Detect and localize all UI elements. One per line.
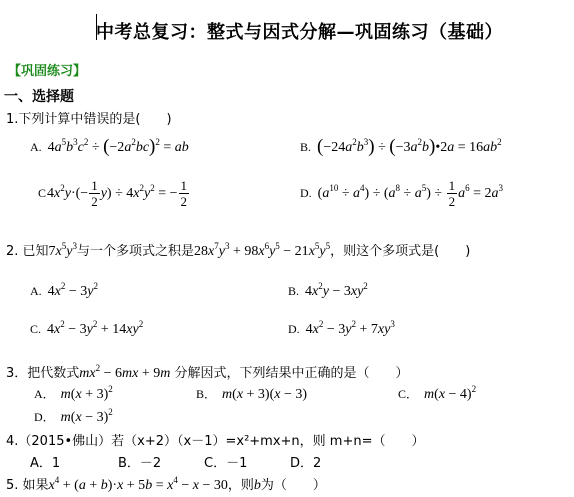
question-3-option-a [34, 385, 113, 403]
math-expression: $x^4 + (a + b)\cdot x + 5b = x^4 - x - 30$ [48, 475, 228, 493]
question-1-option-c [38, 178, 190, 209]
question-5-stem [6, 474, 326, 494]
math-expression: $7x^5y^3$ [48, 241, 77, 259]
question-2-stem [6, 240, 470, 260]
math-expression: $(a^{10} \div a^4) \div (a^8 \div a^5)$ ÷ $\frac{1}{2}$ $a^6 = 2a^3$ [317, 178, 503, 209]
page-title: 中考总复习：整式与因式分解—巩固练习（基础） [96, 22, 503, 43]
math-variable: b [253, 478, 261, 493]
stem-text: 5. 如果 [6, 478, 49, 493]
question-3-option-c [398, 385, 476, 403]
stem-text: 2. 已知 [6, 244, 49, 259]
question-4-stem: 4.（2015•佛山）若（x+2）（x－1）=x²+mx+n，则 m+n=（ ） [6, 434, 425, 449]
math-expression: $4x^2 - 3y^2 + 7xy^3$ [305, 319, 395, 337]
option-label: B． [196, 387, 217, 401]
math-expression: $4x^2 - 3y^2 + 14xy^2$ [47, 319, 144, 337]
question-1-stem: 1.下列计算中错误的是( ) [6, 112, 172, 127]
math-expression: $(-24a^2b^3)$ ÷ $(-3a^2b)•2a = 16ab^2$ [317, 136, 502, 157]
math-expression: $m(x + 3)^2$ [60, 384, 113, 402]
math-expression: $mx^2 - 6mx + 9m$ [79, 363, 171, 381]
question-3-stem [6, 362, 409, 382]
math-expression: $4x^2y\cdot(-$ $\frac{1}{2}$ $y) \div 4x^2y^2$ = − $\frac{1}{2}$ [47, 178, 187, 209]
math-expression: $m(x - 4)^2$ [424, 384, 477, 402]
math-expression: $28x^7y^3 + 98x^6y^5 - 21x^5y^5$ [194, 241, 331, 259]
section-tag: 【巩固练习】 [8, 64, 87, 79]
option-label: A. [30, 140, 42, 154]
question-1-option-b [300, 136, 502, 158]
question-2-option-b [288, 281, 368, 300]
question-1-option-a [30, 136, 189, 158]
option-label: C. [30, 322, 42, 336]
option-label: C． [398, 387, 419, 401]
question-4-option-d: D．2 [290, 456, 322, 471]
math-expression: m(x + 3)(x − 3) [222, 387, 308, 402]
stem-text: ，则 [227, 478, 254, 493]
math-expression: $4a^5b^3c^2 \div (-2a^2bc)^2$ = ab [47, 136, 189, 157]
stem-text: 3．把代数式 [6, 366, 80, 381]
option-label: D. [300, 185, 312, 200]
section-heading: 一、选择题 [4, 89, 74, 105]
math-expression: $4x^2 - 3y^2$ [47, 281, 99, 299]
question-3-option-b [196, 385, 307, 403]
question-4-option-b: B．－2 [118, 456, 162, 471]
option-label: D． [34, 410, 55, 424]
question-2-option-c [30, 319, 144, 338]
option-label: B. [300, 140, 312, 154]
math-expression: $4x^2y - 3xy^2$ [305, 281, 368, 299]
question-4-option-c: C．－1 [204, 456, 248, 471]
math-expression: $m(x - 3)^2$ [60, 407, 113, 425]
option-label: D. [288, 322, 300, 336]
option-label: A. [30, 284, 42, 298]
stem-text: 为（ ） [260, 478, 326, 493]
stem-text: ，则这个多项式是( ) [330, 244, 471, 259]
question-4-option-a: A．1 [30, 456, 61, 471]
question-1-option-d [300, 178, 503, 209]
option-label: A． [34, 387, 55, 401]
stem-text: 与一个多项式之积是 [76, 244, 194, 259]
option-label: C [38, 185, 47, 200]
option-label: B. [288, 284, 300, 298]
stem-text: 分解因式，下列结果中正确的是（ ） [174, 366, 409, 381]
question-2-option-a [30, 281, 99, 300]
question-2-option-d [288, 319, 395, 338]
question-3-option-d [34, 408, 113, 426]
